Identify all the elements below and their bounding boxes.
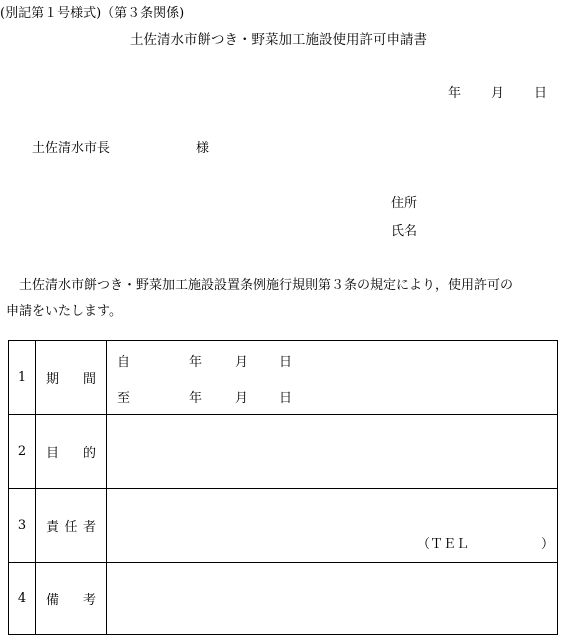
row-number: 1 bbox=[9, 341, 36, 415]
form-number-label: (別記第１号様式)（第３条関係) bbox=[0, 6, 185, 21]
document-title: 土佐清水市餅つき・野菜加工施設使用許可申請書 bbox=[130, 32, 427, 48]
statement-line-1: 土佐清水市餅つき・野菜加工施設設置条例施行規則第３条の規定により，使用許可の bbox=[19, 278, 514, 293]
name-label: 氏名 bbox=[391, 224, 418, 239]
month-label: 月 bbox=[491, 86, 505, 101]
row-number: 2 bbox=[9, 415, 36, 489]
row-label-responsible-person bbox=[36, 489, 107, 563]
label-char: 考 bbox=[82, 593, 96, 608]
application-form-table bbox=[8, 340, 558, 635]
label-char: 目 bbox=[46, 446, 60, 461]
row-number: 3 bbox=[9, 489, 36, 563]
table-row-period bbox=[9, 341, 558, 415]
address-label: 住所 bbox=[391, 196, 418, 211]
label-char: 責 bbox=[46, 520, 60, 535]
remarks-field[interactable] bbox=[107, 563, 558, 635]
row-label-remarks bbox=[36, 563, 107, 635]
date-line bbox=[448, 82, 547, 101]
from-label: 自 bbox=[117, 355, 131, 370]
tel-label: （ＴＥＬ bbox=[417, 537, 470, 552]
from-year-label: 年 bbox=[189, 355, 203, 370]
to-day-label: 日 bbox=[279, 391, 293, 406]
label-char: 期 bbox=[46, 372, 60, 387]
label-char: 任 bbox=[64, 520, 78, 535]
label-char: 的 bbox=[82, 446, 96, 461]
to-month-label: 月 bbox=[235, 391, 249, 406]
application-statement bbox=[6, 273, 578, 325]
period-field[interactable] bbox=[107, 341, 558, 415]
row-number: 4 bbox=[9, 563, 36, 635]
label-char: 間 bbox=[82, 372, 96, 387]
to-label: 至 bbox=[117, 391, 131, 406]
table-row-remarks bbox=[9, 563, 558, 635]
from-day-label: 日 bbox=[279, 355, 293, 370]
row-label-period bbox=[36, 341, 107, 415]
addressee-name: 土佐清水市長 bbox=[32, 141, 111, 156]
addressee-honorific: 様 bbox=[196, 141, 210, 156]
tel-close-paren: ） bbox=[541, 537, 555, 552]
day-label: 日 bbox=[534, 86, 548, 101]
year-label: 年 bbox=[448, 86, 462, 101]
label-char: 者 bbox=[82, 520, 96, 535]
statement-line-2: 申請をいたします。 bbox=[6, 304, 122, 319]
from-month-label: 月 bbox=[235, 355, 249, 370]
responsible-person-field[interactable] bbox=[107, 489, 558, 563]
to-year-label: 年 bbox=[189, 391, 203, 406]
tel-line bbox=[417, 533, 554, 552]
row-label-purpose bbox=[36, 415, 107, 489]
table-row-purpose bbox=[9, 415, 558, 489]
table-row-responsible-person bbox=[9, 489, 558, 563]
label-char: 備 bbox=[46, 593, 60, 608]
purpose-field[interactable] bbox=[107, 415, 558, 489]
